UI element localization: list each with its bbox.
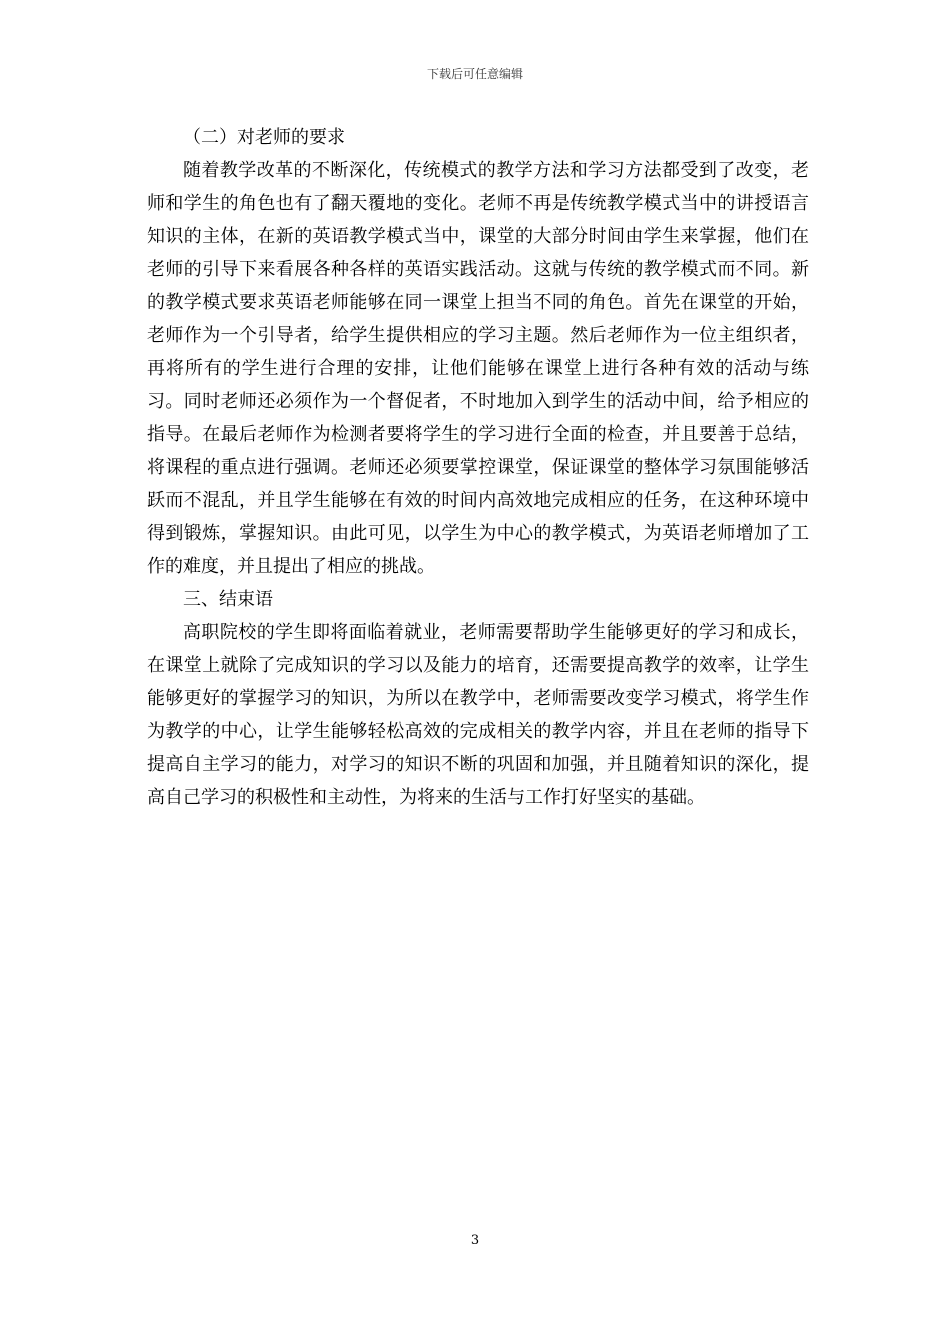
paragraph-teacher-requirements: 随着教学改革的不断深化，传统模式的教学方法和学习方法都受到了改变，老师和学生的角色也有了翻天覆地的变化。老师不再是传统教学模式当中的讲授语言知识的主体，在新的英语教学模式当中，课堂的大部分时间由学生来掌握，他们在老师的引导下来看展各种各样的英语实践活动。这就与传统的教学模式而不同。新的教学模式要求英语老师能够在同一课堂上担当不同的角色。首先在课堂的开始，老师作为一个引导者，给学生提供相应的学习主题。然后老师作为一位主组织者，再将所有的学生进行合理的安排，让他们能够在课堂上进行各种有效的活动与练习。同时老师还必须作为一个督促者，不时地加入到学生的活动中间，给予相应的指导。在最后老师作为检测者要将学生的学习进行全面的检查，并且要善于总结，将课程的重点进行强调。老师还必须要掌控课堂，保证课堂的整体学习氛围能够活跃而不混乱，并且学生能够在有效的时间内高效地完成相应的任务，在这种环境中得到锻炼，掌握知识。由此可见，以学生为中心的教学模式，为英语老师增加了工作的难度，并且提出了相应的挑战。: [147, 160, 809, 577]
section-heading-teacher-requirements: （二）对老师的要求: [183, 127, 345, 148]
header-note: 下载后可任意编辑: [426, 67, 523, 81]
document-body: [147, 121, 809, 814]
section-heading-conclusion: 三、结束语: [183, 589, 273, 610]
paragraph-conclusion: 高职院校的学生即将面临着就业，老师需要帮助学生能够更好的学习和成长，在课堂上就除了完成知识的学习以及能力的培育，还需要提高教学的效率，让学生能够更好的掌握学习的知识，为所以在教学中，老师需要改变学习模式，将学生作为教学的中心，让学生能够轻松高效的完成相关的教学内容，并且在老师的指导下提高自主学习的能力，对学习的知识不断的巩固和加强，并且随着知识的深化，提高自己学习的积极性和主动性，为将来的生活与工作打好坚实的基础。: [147, 622, 809, 808]
page-number: 3: [470, 1233, 480, 1248]
